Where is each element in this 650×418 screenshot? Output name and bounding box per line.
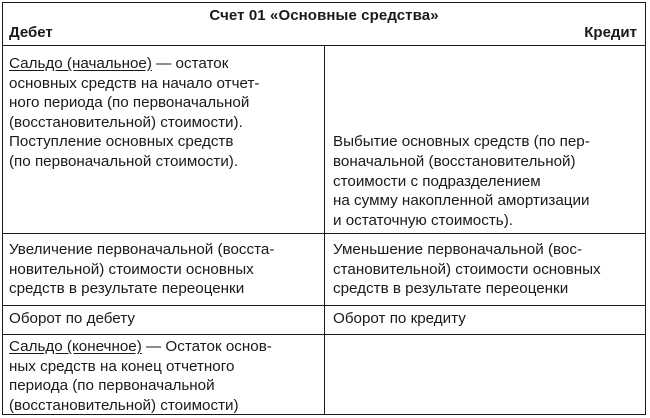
row3-credit-cell: Оборот по кредиту [333,310,466,327]
row-divider [3,305,645,306]
closing-balance-term: Сальдо (конечное) [9,338,142,355]
row2-debit-cell: Увеличение первоначальной (восста- новительной) стоимости основных средств в результате переоценки [9,241,275,298]
row1-debit-cell [9,54,259,172]
debit-header: Дебет [9,24,53,41]
row1-credit-cell: Выбытие основных средств (по пер- воначальной (восстановительной) стоимости с подразделением на сумму накопленной амортизации и остаточную стоимость). [333,133,590,229]
row3-debit-cell: Оборот по дебету [9,310,135,327]
column-divider [324,46,325,414]
row-divider [3,233,645,234]
row1-debit-text: — остаток основных средств на начало отчет- ного периода (по первоначальной (восстановительной) стоимости). Поступление основных средств (по первоначальной стоимости). [9,55,260,170]
table-title: Счет 01 «Основные средства» [209,7,439,24]
credit-header: Кредит [584,24,637,41]
row4-debit-cell [9,337,272,415]
row4-debit-text: — Остаток основ- ных средств на конец отчетного периода (по первоначальной (восстановительной) стоимости) [9,338,272,414]
account-table [2,2,646,415]
table-header [3,3,645,46]
row-divider [3,334,645,335]
row2-credit-cell: Уменьшение первоначальной (вос- становительной) стоимости основных средств в результате переоценки [333,241,601,298]
opening-balance-term: Сальдо (начальное) [9,55,152,72]
